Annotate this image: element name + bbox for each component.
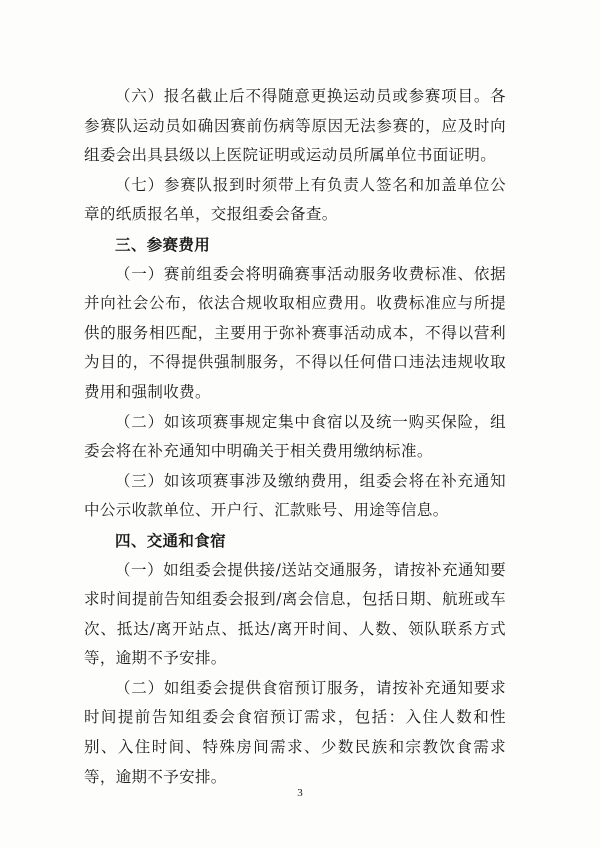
- paragraph-transport-service: （一）如组委会提供接/送站交通服务，请按补充通知要求时间提前告知组委会报到/离会信息，包括日期、航班或车次、抵达/离开站点、抵达/离开时间、人数、领队联系方式等，逾期不予安排。: [84, 560, 506, 668]
- paragraph-registration-deadline: （六）报名截止后不得随意更换运动员或参赛项目。各参赛队运动员如确因赛前伤病等原因无法参赛的，应及时向组委会出具县级以上医院证明或运动员所属单位书面证明。: [84, 87, 506, 165]
- section-heading-transport: 四、交通和食宿: [115, 530, 226, 550]
- page-number: 3: [297, 787, 303, 799]
- paragraph-accommodation-booking: （二）如组委会提供食宿预订服务，请按补充通知要求时间提前告知组委会食宿预订需求，包括：入住人数和性别、入住时间、特殊房间需求、少数民族和宗教饮食需求等，逾期不予安排。: [84, 678, 506, 786]
- paragraph-fee-payment-info: （三）如该项赛事涉及缴纳费用，组委会将在补充通知中公示收款单位、开户行、汇款账号、用途等信息。: [84, 471, 506, 520]
- paragraph-fee-standards: （一）赛前组委会将明确赛事活动服务收费标准、依据并向社会公布，依法合规收取相应费用。收费标准应与所提供的服务相匹配，主要用于弥补赛事活动成本，不得以营利为目的，不得提供强制服务，不得以任何借口违法违规收取费用和强制收费。: [84, 264, 506, 401]
- paragraph-fee-accommodation: （二）如该项赛事规定集中食宿以及统一购买保险，组委会将在补充通知中明确关于相关费用缴纳标准。: [84, 412, 506, 461]
- paragraph-registration-form: （七）参赛队报到时须带上有负责人签名和加盖单位公章的纸质报名单，交报组委会备查。: [84, 175, 506, 224]
- document-body: [84, 82, 506, 792]
- section-heading-fees: 三、参赛费用: [115, 234, 211, 254]
